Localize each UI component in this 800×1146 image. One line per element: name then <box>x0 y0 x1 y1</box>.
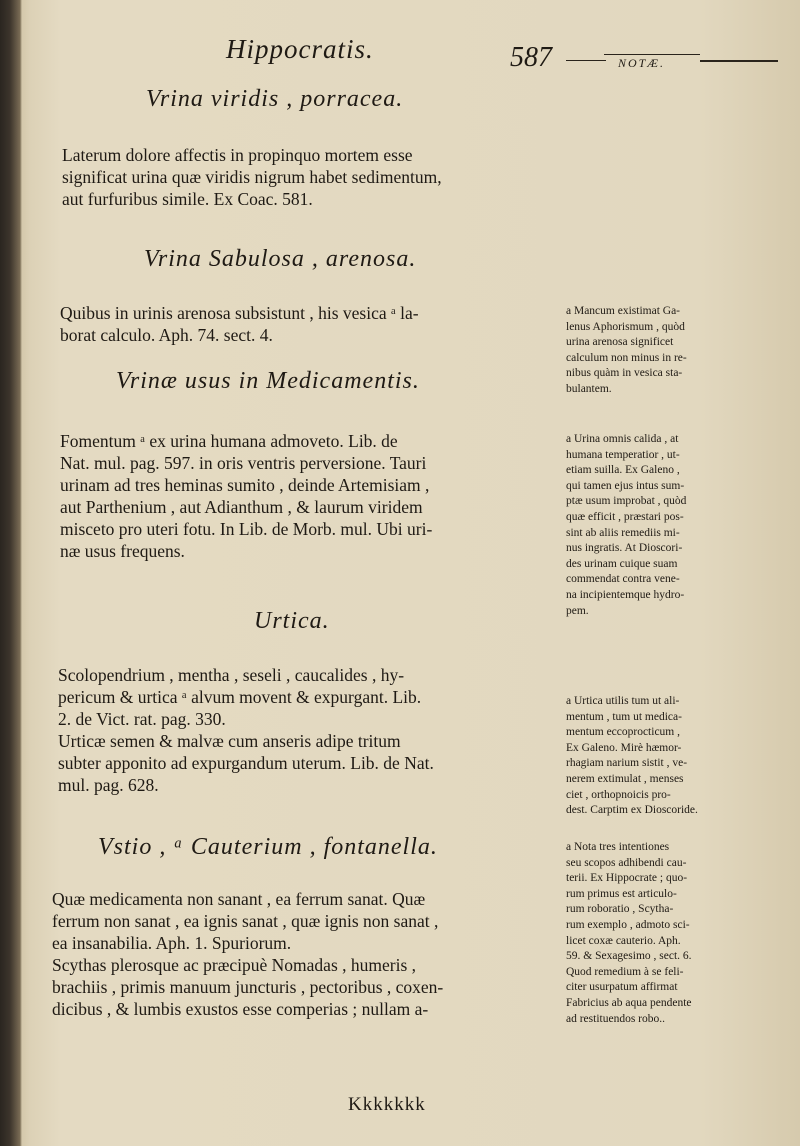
note-line: na incipientemque hydro- <box>566 588 685 601</box>
signature-mark: Kkkkkkk <box>348 1094 426 1115</box>
section-heading: Vstio , ᵃ Cauterium , fontanella. <box>98 834 438 860</box>
note-line: ptæ usum improbat , quòd <box>566 495 687 508</box>
note-line: ciet , orthopnoicis pro- <box>566 788 671 801</box>
header-rule <box>700 60 778 62</box>
section-heading: Vrina viridis , porracea. <box>146 86 404 112</box>
text-line: brachiis , primis manuum juncturis , pectoribus , coxen- <box>52 977 444 997</box>
section-body <box>60 302 570 346</box>
note-line: nerem extimulat , menses <box>566 772 684 785</box>
text-line: Laterum dolore affectis in propinquo mortem esse <box>62 145 413 165</box>
text-line: significat urina quæ viridis nigrum habet sedimentum, <box>62 167 442 187</box>
note-line: etiam suilla. Ex Galeno , <box>566 464 680 477</box>
text-line: Quibus in urinis arenosa subsistunt , his vesica ᵃ la- <box>60 303 419 323</box>
running-title: Hippocratis. <box>226 34 374 64</box>
note-line: terii. Ex Hippocrate ; quo- <box>566 872 688 885</box>
note-line: rum exemplo , admoto sci- <box>566 918 690 931</box>
note-line: rum roboratio , Scytha- <box>566 903 674 916</box>
note-line: des urinam cuique suam <box>566 557 678 570</box>
note-line: seu scopos adhibendi cau- <box>566 856 687 869</box>
note-line: mentum eccoprocticum , <box>566 726 681 739</box>
text-line: Scolopendrium , mentha , seseli , caucalides , hy- <box>58 665 405 685</box>
note-line: rum primus est articulo- <box>566 887 677 900</box>
note-line: licet coxæ cauterio. Aph. <box>566 934 681 947</box>
margin-note <box>566 840 788 1027</box>
section-body <box>60 430 570 562</box>
note-line: Quod remedium à se feli- <box>566 965 684 978</box>
note-line: Ex Galeno. Mirè hæmor- <box>566 741 682 754</box>
note-line: mentum , tum ut medica- <box>566 710 682 723</box>
notes-label: NOTÆ. <box>618 56 666 70</box>
note-line: qui tamen ejus intus sum- <box>566 479 685 492</box>
note-line: a Urtica utilis tum ut ali- <box>566 695 680 707</box>
text-line: pericum & urtica ᵃ alvum movent & expurgant. Lib. <box>58 687 422 707</box>
note-line: sint ab aliis remediis mi- <box>566 526 680 539</box>
text-line: Urticæ semen & malvæ cum anseris adipe tritum <box>58 731 401 751</box>
notes-label-rule <box>604 54 700 55</box>
margin-note <box>566 304 788 398</box>
note-line: a Nota tres intentiones <box>566 841 670 853</box>
text-line: borat calculo. Aph. 74. sect. 4. <box>60 325 273 345</box>
text-line: aut furfuribus simile. Ex Coac. 581. <box>62 189 313 209</box>
note-line: pem. <box>566 604 589 617</box>
note-line: rhagiam narium sistit , ve- <box>566 757 688 770</box>
note-line: quæ efficit , præstari pos- <box>566 510 684 523</box>
note-line: nus ingratis. At Dioscori- <box>566 542 683 555</box>
text-line: misceto pro uteri fotu. In Lib. de Morb. mul. Ubi uri- <box>60 519 433 539</box>
text-line: mul. pag. 628. <box>58 775 159 795</box>
note-line: Fabricius ab aqua pendente <box>566 996 692 1009</box>
section-heading: Urtica. <box>254 608 330 634</box>
text-line: Fomentum ᵃ ex urina humana admoveto. Lib. de <box>60 431 398 451</box>
text-line: næ usus frequens. <box>60 541 185 561</box>
text-line: ferrum non sanat , ea ignis sanat , quæ ignis non sanat , <box>52 911 439 931</box>
text-line: ea insanabilia. Aph. 1. Spuriorum. <box>52 933 292 953</box>
note-line: 59. & Sexagesimo , sect. 6. <box>566 950 692 963</box>
text-line: 2. de Vict. rat. pag. 330. <box>58 709 226 729</box>
note-line: dest. Carptim ex Dioscoride. <box>566 804 698 817</box>
section-body <box>62 144 572 210</box>
note-line: bulantem. <box>566 382 612 395</box>
section-body <box>52 888 562 1020</box>
section-body <box>58 664 568 796</box>
text-line: Scythas plerosque ac præcipuè Nomadas , humeris , <box>52 955 417 975</box>
text-line: subter apponito ad expurgandum uterum. Lib. de Nat. <box>58 753 434 773</box>
text-line: aut Parthenium , aut Adianthum , & laurum viridem <box>60 497 423 517</box>
section-heading: Vrina Sabulosa , arenosa. <box>144 246 417 272</box>
text-line: Nat. mul. pag. 597. in oris ventris perversione. Tauri <box>60 453 427 473</box>
header-rule <box>566 60 606 61</box>
text-line: Quæ medicamenta non sanant , ea ferrum sanat. Quæ <box>52 889 426 909</box>
note-line: urina arenosa significet <box>566 336 674 349</box>
note-line: humana temperatior , ut- <box>566 448 680 461</box>
note-line: nibus quàm in vesica sta- <box>566 367 683 380</box>
note-line: a Urina omnis calida , at <box>566 433 679 445</box>
note-line: citer usurpatum affirmat <box>566 981 678 994</box>
page-number: 587 <box>510 42 552 73</box>
book-binding-edge <box>0 0 22 1146</box>
text-line: urinam ad tres heminas sumito , deinde Artemisiam , <box>60 475 430 495</box>
text-line: dicibus , & lumbis exustos esse comperias ; nullam a- <box>52 999 429 1019</box>
note-line: calculum non minus in re- <box>566 351 687 364</box>
note-line: lenus Aphorismum , quòd <box>566 320 685 333</box>
note-line: commendat contra vene- <box>566 573 680 586</box>
section-heading: Vrinæ usus in Medicamentis. <box>116 368 420 394</box>
margin-note <box>566 694 788 819</box>
note-line: ad restituendos robo.. <box>566 1012 666 1025</box>
note-line: a Mancum existimat Ga- <box>566 305 681 317</box>
margin-note <box>566 432 788 619</box>
